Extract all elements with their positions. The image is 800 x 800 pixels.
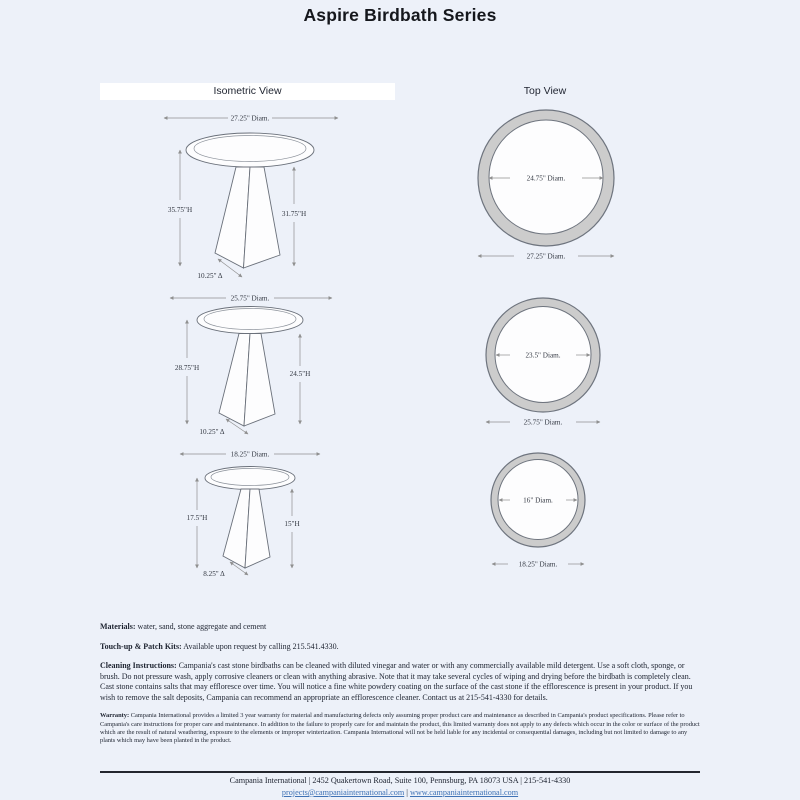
footer-address-line: Campania International | 2452 Quakertown Road, Suite 100, Pennsburg, PA 18073 USA | 215-541-4330 <box>229 776 571 785</box>
dim-label-pedestal-height: 15"H <box>284 520 300 528</box>
top-view-header: Top View <box>523 85 567 97</box>
materials-label: Materials: <box>100 622 136 631</box>
dim-label-base-width: 10.25" Δ <box>199 428 225 436</box>
pedestal-right-face <box>244 167 281 268</box>
isometric-view-header: Isometric View <box>100 83 395 100</box>
dim-label-outer-diameter: 18.25" Diam. <box>518 560 558 569</box>
basin-top <box>205 467 295 490</box>
dim-label-inner-diameter: 24.75" Diam. <box>526 174 566 183</box>
dim-label-top-diameter: 25.75" Diam. <box>230 294 270 303</box>
top-view-drawing-small <box>446 436 646 572</box>
dim-label-top-diameter: 18.25" Diam. <box>230 450 270 459</box>
footer <box>100 771 700 799</box>
footer-separator: | <box>404 787 410 797</box>
dim-label-top-diameter: 27.25" Diam. <box>230 114 270 123</box>
isometric-drawing-large <box>142 104 362 288</box>
dim-label-base-width: 8.25" Δ <box>203 570 225 578</box>
isometric-drawing-small <box>142 442 362 582</box>
dim-label-pedestal-height: 24.5"H <box>289 370 311 378</box>
warranty-text: Campania International provides a limited 3 year warranty for material and manufacturing defects only assuming proper product care and maintenance as described in Campania's product specifications. Please refer to Campania's care instructions for proper care and maintenance. In addition to the failure to properly care for and maintain the product, this limited warranty does not apply to any defects which occur in the color or surface of the product which are the result of natural weathering, exposure to the elements or improper winterization. Campania International will not be held liable for any incidental or consequential damages, including but not limited to damage to any plants which may have been planted in the product. <box>100 712 700 745</box>
touchup-line <box>100 642 700 653</box>
top-view-drawing-large <box>446 94 646 266</box>
dim-label-pedestal-height: 31.75"H <box>281 210 307 218</box>
top-view-drawing-medium <box>446 282 646 434</box>
footer-email-link[interactable]: projects@campaniainternational.com <box>281 787 405 797</box>
dim-label-outer-diameter: 27.25" Diam. <box>526 252 566 261</box>
dim-label-overall-height: 17.5"H <box>186 514 208 522</box>
isometric-drawing-medium <box>142 286 362 438</box>
dim-label-inner-diameter: 16" Diam. <box>523 496 553 505</box>
warranty-paragraph <box>100 712 700 745</box>
dim-label-overall-height: 35.75"H <box>167 206 193 214</box>
warranty-label: Warranty: <box>100 712 130 720</box>
pedestal-right-face <box>244 334 275 427</box>
materials-text: water, sand, stone aggregate and cement <box>135 622 267 631</box>
footer-website-link[interactable]: www.campaniainternational.com <box>409 787 519 797</box>
cleaning-label: Cleaning Instructions: <box>100 661 177 671</box>
dim-label-base-width: 10.25" Δ <box>197 272 223 280</box>
basin-top <box>186 133 314 167</box>
dim-label-inner-diameter: 23.5" Diam. <box>525 351 561 360</box>
page-title: Aspire Birdbath Series <box>303 5 497 25</box>
dim-label-outer-diameter: 25.75" Diam. <box>523 418 563 427</box>
cleaning-paragraph <box>100 661 700 703</box>
product-info-section <box>100 622 700 746</box>
touchup-label: Touch-up & Patch Kits: <box>100 641 182 651</box>
cleaning-text: Campania's cast stone birdbaths can be cleaned with diluted vinegar and water or with any commercially available mild detergent. Use a soft cloth, sponge, or brush. Do not pressure wash, apply corrosive cleaners or clean with anything abrasive. Note that it may take several cycles of wiping and drying before the birdbath is completely clean. Cast stone contains salts that may effloresce over time. You will notice a fine white powdery coating on the surface of the cast stone if the efflorescence is present in your product. If you wish to remove the salt deposits, Campania can recommend an appropriate an efflorescence cleaner. Contact us at 215-541-4330 for details. <box>100 661 693 702</box>
dim-label-overall-height: 28.75"H <box>174 364 200 372</box>
touchup-text: Available upon request by calling 215.541.4330. <box>181 641 339 651</box>
footer-contact-line <box>100 787 700 799</box>
materials-line <box>100 622 700 633</box>
